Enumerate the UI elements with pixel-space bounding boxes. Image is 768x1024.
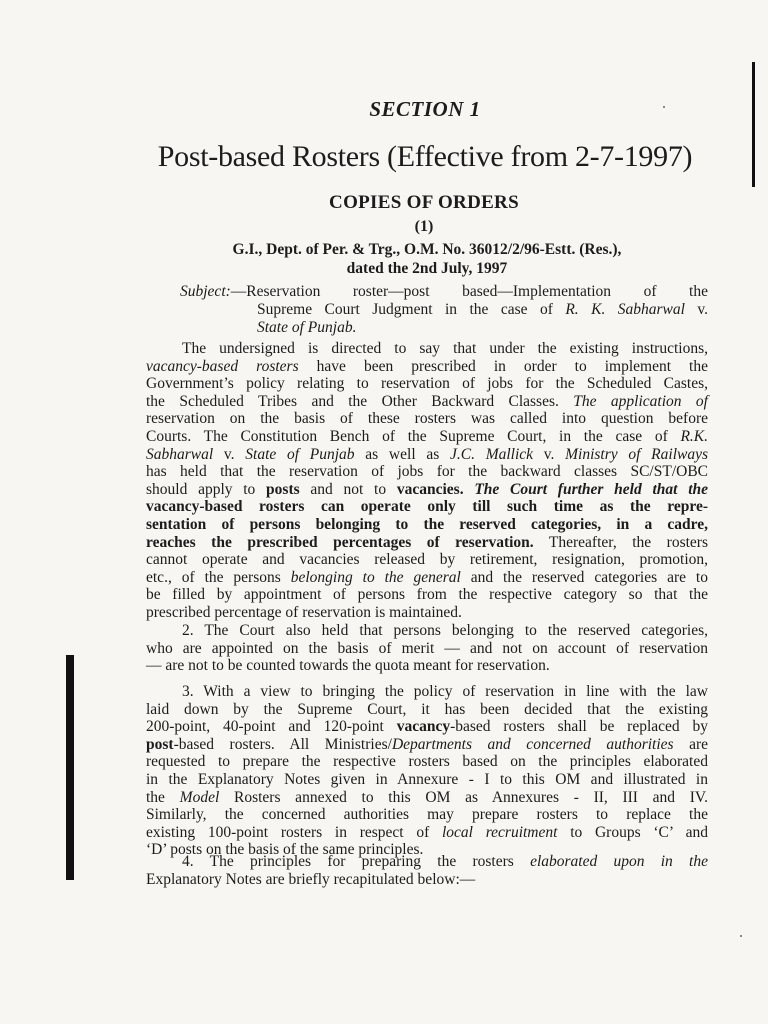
- section-heading: SECTION 1: [369, 97, 481, 121]
- paragraph-1: [146, 340, 708, 622]
- text-line: ‘D’ posts on the basis of the same principles.: [146, 841, 424, 859]
- text-line: cannot operate and vacancies released by retirement, resignation, promotion,: [146, 551, 708, 569]
- paragraph-3: [146, 683, 708, 859]
- text-line: Courts. The Constitution Bench of the Supreme Court, in the case of R.K.: [146, 427, 708, 445]
- order-reference-date: dated the 2nd July, 1997: [346, 260, 508, 277]
- subject-line: State of Punjab.: [257, 319, 357, 336]
- text-line: 2. The Court also held that persons belonging to the reserved categories,: [182, 622, 708, 639]
- subject-block: [180, 283, 708, 337]
- text-line: the Model Rosters annexed to this OM as Annexures - II, III and IV.: [146, 788, 709, 806]
- text-line: reaches the prescribed percentages of reservation. Thereafter, the rosters: [146, 533, 708, 551]
- copies-heading: COPIES OF ORDERS: [329, 192, 519, 213]
- order-reference: [160, 240, 694, 278]
- order-reference-line: G.I., Dept. of Per. & Trg., O.M. No. 36012/2/96-Estt. (Res.),: [232, 241, 622, 258]
- text-line: Similarly, the concerned authorities may prepare rosters to replace the: [146, 806, 708, 824]
- subject-line: Subject:—Reservation roster—post based—Implementation of the: [180, 283, 708, 300]
- text-line: etc., of the persons belonging to the general and the reserved categories are to: [146, 568, 708, 586]
- text-line: The undersigned is directed to say that under the existing instructions,: [182, 340, 708, 357]
- text-line: in the Explanatory Notes given in Annexure - I to this OM and illustrated in: [146, 770, 708, 788]
- text-line: reservation on the basis of these rosters was called into question before: [146, 410, 708, 428]
- text-line: sentation of persons belonging to the reserved categories, in a cadre,: [146, 515, 708, 533]
- text-line: Explanatory Notes are briefly recapitulated below:—: [146, 870, 476, 888]
- text-line: 3. With a view to bringing the policy of reservation in line with the law: [182, 683, 708, 700]
- text-line: 4. The principles for preparing the rosters elaborated upon in the: [182, 853, 708, 870]
- text-line: should apply to posts and not to vacancies. The Court further held that the: [146, 480, 708, 498]
- text-line: 200-point, 40-point and 120-point vacancy-based rosters shall be replaced by: [146, 718, 709, 736]
- text-line: requested to prepare the respective rosters based on the principles elaborated: [146, 753, 708, 771]
- text-line: post-based rosters. All Ministries/Departments and concerned authorities are: [146, 735, 709, 753]
- text-line: — are not to be counted towards the quota meant for reservation.: [146, 657, 550, 675]
- text-line: existing 100-point rosters in respect of local recruitment to Groups ‘C’ and: [146, 823, 708, 841]
- text-line: vacancy-based rosters have been prescribed in order to implement the: [146, 357, 708, 375]
- text-line: Government’s policy relating to reservation of jobs for the Scheduled Castes,: [146, 375, 708, 393]
- subject-line: Supreme Court Judgment in the case of R. K. Sabharwal v.: [257, 301, 708, 318]
- text-line: laid down by the Supreme Court, it has been decided that the existing: [146, 700, 708, 718]
- subject-text: Reservation roster—post based—Implementation of the: [246, 283, 708, 300]
- document-title: Post-based Rosters (Effective from 2-7-1997): [157, 140, 693, 173]
- text-line: has held that the reservation of jobs for the backward classes SC/ST/OBC: [146, 463, 708, 481]
- subject-continuation: [180, 301, 708, 337]
- scan-edge-mark-left: [66, 655, 74, 880]
- text-line: vacancy-based rosters can operate only till such time as the repre-: [146, 498, 708, 516]
- text-line: be filled by appointment of persons from the respective category so that the: [146, 586, 708, 604]
- paragraph-4: [146, 853, 708, 888]
- scan-speck: [740, 935, 742, 937]
- paragraph-2: [146, 622, 708, 675]
- text-line: who are appointed on the basis of merit — and not on account of reservation: [146, 639, 708, 657]
- order-number: (1): [414, 218, 434, 235]
- text-line: the Scheduled Tribes and the Other Backward Classes. The application of: [146, 392, 708, 410]
- text-line: prescribed percentage of reservation is maintained.: [146, 603, 462, 621]
- text-line: Sabharwal v. State of Punjab as well as J.C. Mallick v. Ministry of Railways: [146, 445, 708, 463]
